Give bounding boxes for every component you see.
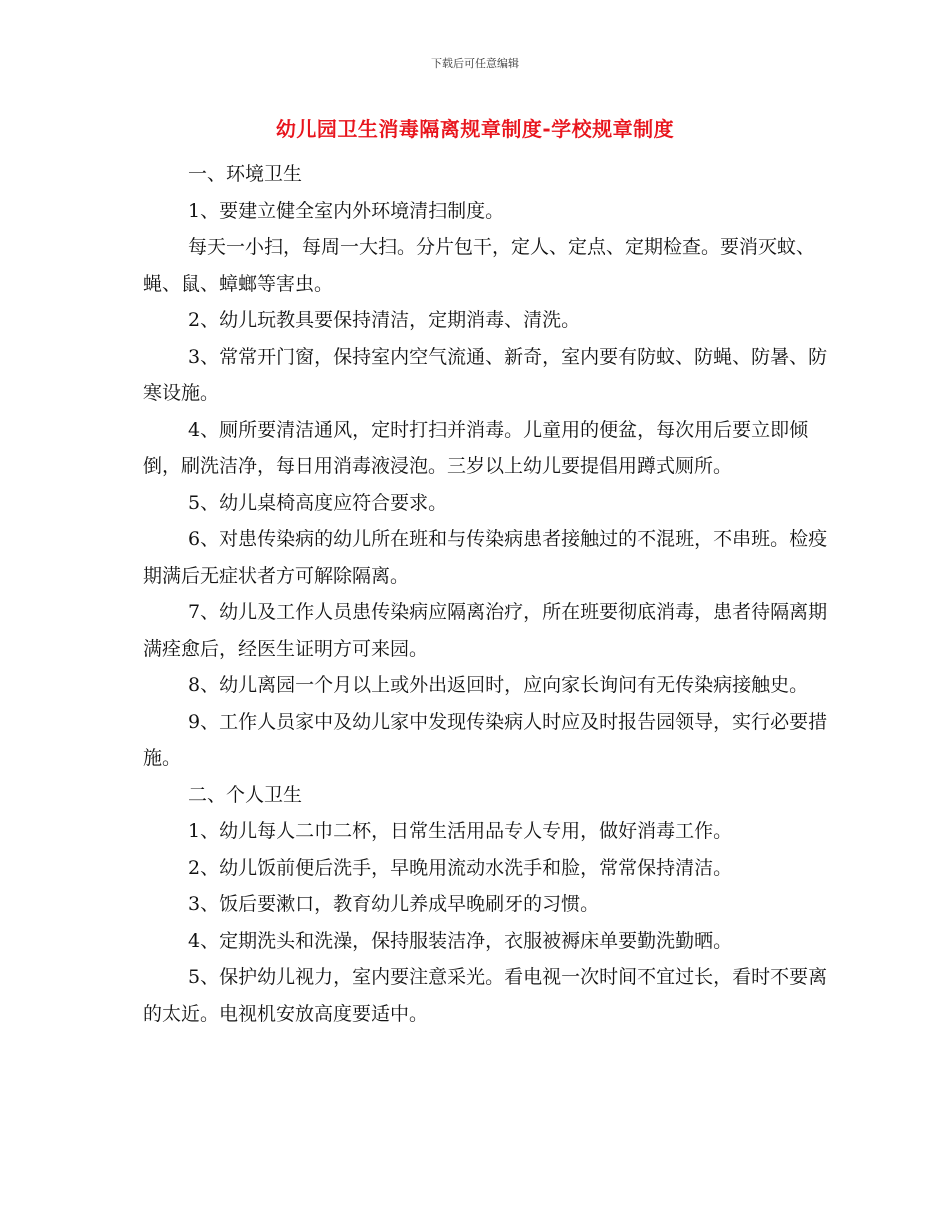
document-body (143, 156, 833, 1032)
paragraph: 9、工作人员家中及幼儿家中发现传染病人时应及时报告园领导，实行必要措施。 (143, 710, 828, 769)
paragraph: 1、要建立健全室内外环境清扫制度。 (188, 199, 505, 222)
paragraph: 5、幼儿桌椅高度应符合要求。 (188, 491, 448, 514)
document-title: 幼儿园卫生消毒隔离规章制度-学校规章制度 (275, 117, 675, 141)
paragraph: 2、幼儿饭前便后洗手，早晚用流动水洗手和脸，常常保持清洁。 (188, 856, 733, 879)
section-heading-personal: 二、个人卫生 (188, 783, 303, 806)
paragraph: 4、定期洗头和洗澡，保持服装洁净，衣服被褥床单要勤洗勤晒。 (188, 929, 733, 952)
paragraph: 3、饭后要漱口，教育幼儿养成早晚刷牙的习惯。 (188, 893, 600, 915)
header-note: 下载后可任意编辑 (431, 57, 519, 70)
section-heading-environment: 一、环境卫生 (188, 163, 303, 185)
paragraph: 6、对患传染病的幼儿所在班和与传染病患者接触过的不混班，不串班。检疫期满后无症状者方可解除隔离。 (143, 528, 828, 587)
paragraph: 5、保护幼儿视力，室内要注意采光。看电视一次时间不宜过长，看时不要离的太近。电视机安放高度要适中。 (143, 966, 828, 1025)
paragraph: 3、常常开门窗，保持室内空气流通、新奇，室内要有防蚊、防蝇、防暑、防寒设施。 (143, 345, 828, 404)
paragraph: 2、幼儿玩教具要保持清洁，定期消毒、清洗。 (188, 309, 581, 331)
paragraph: 4、厕所要清洁通风，定时打扫并消毒。儿童用的便盆，每次用后要立即倾倒，刷洗洁净，每日用消毒液浸泡。三岁以上幼儿要提倡用蹲式厕所。 (143, 418, 809, 477)
paragraph: 每天一小扫，每周一大扫。分片包干，定人、定点、定期检查。要消灭蚊、蝇、鼠、蟑螂等害虫。 (143, 236, 816, 295)
paragraph: 7、幼儿及工作人员患传染病应隔离治疗，所在班要彻底消毒，患者待隔离期满痊愈后，经医生证明方可来园。 (143, 601, 828, 660)
paragraph: 1、幼儿每人二巾二杯，日常生活用品专人专用，做好消毒工作。 (188, 820, 733, 842)
paragraph: 8、幼儿离园一个月以上或外出返回时，应向家长询问有无传染病接触史。 (188, 674, 809, 696)
